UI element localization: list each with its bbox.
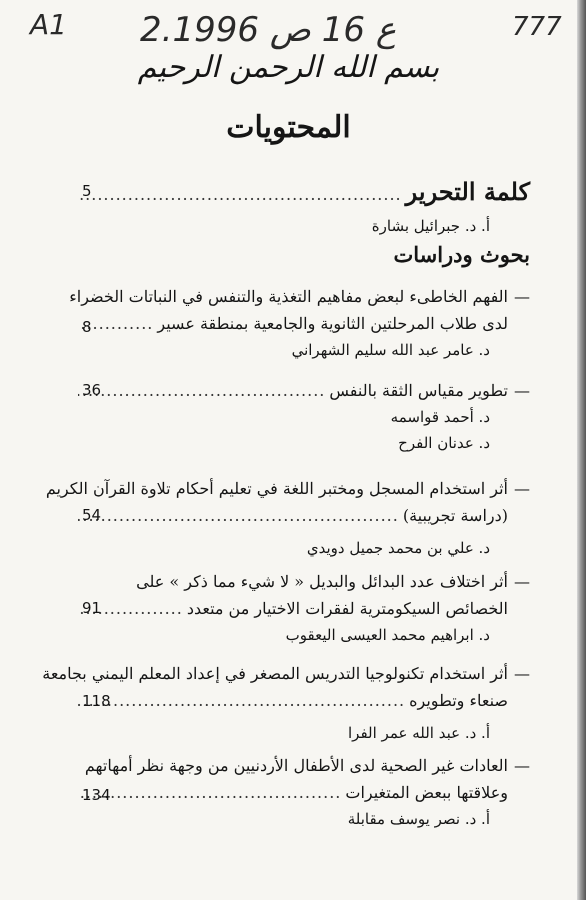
scan-edge xyxy=(577,0,586,900)
entry-author: د. علي بن محمد جميل دويدي xyxy=(306,539,490,557)
entry-page-number: 118 xyxy=(82,692,111,710)
leader-dots xyxy=(78,687,405,714)
entry-title-line: صنعاء وتطويره xyxy=(409,691,508,710)
handwritten-issue-note: 2.ع 16 ص 1996 xyxy=(140,10,397,50)
entry-page-number: 8 xyxy=(82,318,92,336)
entry-page-number: 54 xyxy=(82,506,102,524)
leader-dots xyxy=(78,179,402,211)
page-title: المحتويات xyxy=(226,110,351,145)
entry-author: د. أحمد قواسمه xyxy=(390,408,490,426)
entry-title-line: تطوير مقياس الثقة بالنفس xyxy=(329,381,508,400)
entry-author: أ. د. نصر يوسف مقابلة xyxy=(347,810,490,828)
entry-title-line: أثر استخدام تكنولوجيا التدريس المصغر في إعداد المعلم اليمني بجامعة xyxy=(42,664,508,683)
entry-title-line: لدى طلاب المرحلتين الثانوية والجامعية بمنطقة عسير xyxy=(157,314,508,333)
entry-dash: — xyxy=(514,479,530,498)
entry-title-line: الخصائص السيكومترية لفقرات الاختيار من متعدد xyxy=(186,599,508,618)
handwritten-number: 777 xyxy=(512,12,562,42)
leader-dots xyxy=(78,502,399,529)
editor-author: أ. د. جبرائيل بشارة xyxy=(371,217,490,235)
entry-dash: — xyxy=(514,664,530,683)
toc-entry xyxy=(74,752,530,832)
entry-author: د. عدنان الفرح xyxy=(398,434,490,452)
section-heading: بحوث ودراسات xyxy=(393,242,530,267)
entry-page-number: 91 xyxy=(82,599,102,617)
entry-title-line: الفهم الخاطىء لبعض مفاهيم التغذية والتنفس في النباتات الخضراء xyxy=(69,287,508,306)
editor-heading: كلمة التحرير xyxy=(405,177,530,206)
entry-dash: — xyxy=(514,287,530,306)
editor-page-number: 5 xyxy=(82,182,92,200)
entry-title-line: العادات غير الصحية لدى الأطفال الأردنيين من وجهة نظر أمهاتهم xyxy=(84,756,508,775)
toc-entry xyxy=(74,568,530,648)
entry-title-line: أثر اختلاف عدد البدائل والبديل « لا شيء مما ذكر » على xyxy=(136,572,508,591)
entry-page-number: 134 xyxy=(82,786,111,804)
toc-entry xyxy=(42,660,530,746)
entry-author: د. ابراهيم محمد العيسى اليعقوب xyxy=(285,626,490,644)
entry-author: د. عامر عبد الله سليم الشهراني xyxy=(291,341,490,359)
editor-entry xyxy=(74,176,530,239)
entry-dash: — xyxy=(514,572,530,591)
entry-dash: — xyxy=(514,381,530,400)
toc-entry xyxy=(45,475,530,561)
toc-entry xyxy=(69,283,530,363)
basmala: بسم الله الرحمن الرحيم xyxy=(137,50,440,85)
entry-page-number: 36 xyxy=(82,381,102,399)
entry-title-line: وعلاقتها ببعض المتغيرات xyxy=(345,783,508,802)
toc-entry xyxy=(74,377,530,456)
entry-title-line: أثر استخدام المسجل ومختبر اللغة في تعليم أحكام تلاوة القرآن الكريم xyxy=(45,479,508,498)
entry-author: أ. د. عبد الله عمر الفرا xyxy=(348,724,490,742)
entry-dash: — xyxy=(514,756,530,775)
handwritten-code: A1 xyxy=(30,8,67,41)
entry-title-line: (دراسة تجريبية) xyxy=(402,506,508,525)
